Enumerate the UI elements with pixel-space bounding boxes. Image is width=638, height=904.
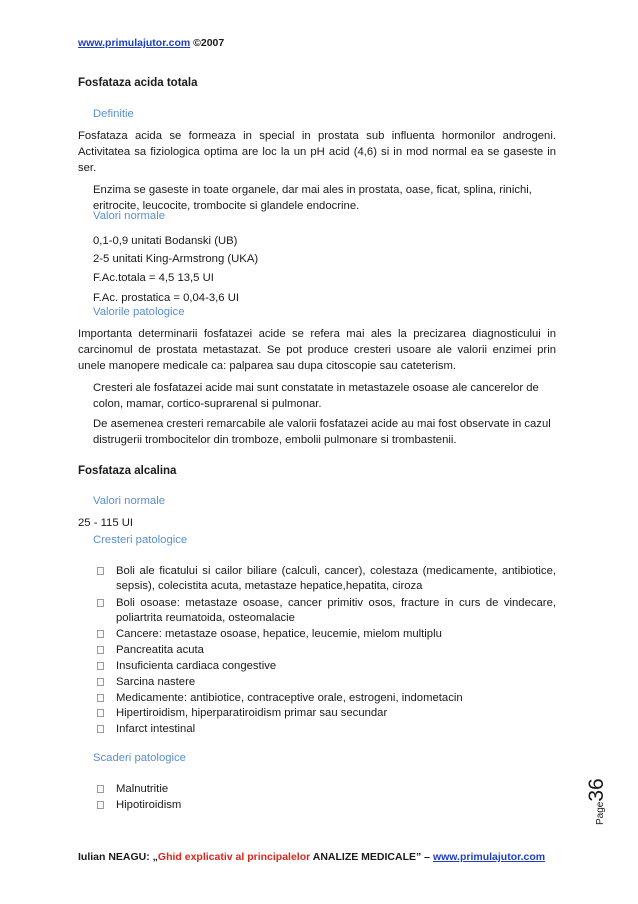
enzyme-paragraph: Enzima se gaseste in toate organele, dar mai ales in prostata, oase, ficat, splina, rinichi, eritrocite, leucocite, trombocite si glandele endocrine. — [93, 184, 532, 212]
bullet-box-icon — [97, 801, 104, 809]
bullet-box-icon — [97, 646, 104, 654]
page-footer — [78, 851, 545, 863]
section-title-alkaline-phosphatase: Fosfataza alcalina — [78, 465, 177, 477]
bullet-box-icon — [97, 678, 104, 686]
bullet-box-icon — [97, 662, 104, 670]
footer-guide: Ghid explicativ al principalelor — [157, 851, 313, 863]
list-item: Boli ale ficatului si cailor biliare (calculi, cancer), colestaza (medicamente, antibiotice, sepsis), colecistita acuta, metastaze hepatice,hepatita, ciroza — [93, 564, 555, 594]
footer-separator: ” – — [416, 851, 433, 863]
definition-heading: Definitie — [93, 108, 134, 120]
header-copyright: ©2007 — [193, 37, 225, 49]
normal-value-line: F.Ac. prostatica = 0,04-3,6 UI — [93, 292, 239, 304]
bullet-box-icon — [97, 785, 104, 793]
normal-value-line: F.Ac.totala = 4,5 13,5 UI — [93, 272, 214, 284]
section-title-acid-phosphatase: Fosfataza acida totala — [78, 77, 198, 89]
definition-paragraph: Fosfataza acida se formeaza in special in prostata sub influenta hormonilor androgeni. Activitatea sa fiziologica optima are loc la un pH acid (4,6) si in mod normal ea se gaseste in ser. — [78, 130, 556, 174]
alkaline-normal-value: 25 - 115 UI — [78, 517, 134, 529]
page-label: Page — [595, 801, 606, 825]
pathologic-paragraph: Importanta determinarii fosfatazei acide se refera mai ales la precizarea diagnosticului in carcinomul de prostata metastazat. Se pot produce cresteri usoare ale valorii enzimei prin unele manopere medicale ca: palparea sau dupa citoscopie sau cateterism. — [78, 328, 556, 372]
list-item: Boli osoase: metastaze osoase, cancer primitiv osos, fracture in curs de vindecare, poliartrita reumatoida, osteomalacie — [93, 596, 555, 626]
footer-site-link[interactable]: www.primulajutor.com — [432, 851, 546, 863]
footer-author: Iulian NEAGU: „ — [78, 851, 158, 863]
decrease-heading: Scaderi patologice — [93, 752, 186, 764]
bullet-box-icon — [97, 567, 104, 575]
normal-value-line: 2-5 unitati King-Armstrong (UKA) — [93, 253, 259, 265]
page-number — [585, 775, 625, 835]
bullet-box-icon — [97, 630, 104, 638]
increase-heading: Cresteri patologice — [93, 534, 188, 546]
bullet-box-icon — [97, 694, 104, 702]
bullet-box-icon — [97, 709, 104, 717]
page-header — [78, 37, 224, 49]
bullet-box-icon — [97, 599, 104, 607]
bullet-box-icon — [97, 725, 104, 733]
page-number-value: 36 — [585, 778, 608, 802]
increase-paragraph: Cresteri ale fosfatazei acide mai sunt constatate in metastazele osoase ale cancerelor de colon, mamar, cortico-suprarenal si pulmonar. — [93, 382, 539, 410]
header-site-link[interactable]: www.primulajutor.com — [78, 37, 191, 49]
remarkable-paragraph: De asemenea cresteri remarcabile ale valorii fosfatazei acide au mai fost observate in cazul distrugerii trombocitelor din tromboze, embolii pulmonare si trombastenii. — [93, 418, 551, 446]
footer-title: ANALIZE MEDICALE — [312, 851, 416, 863]
normal-value-line: 0,1-0,9 unitati Bodanski (UB) — [93, 235, 238, 247]
normal-values-heading: Valori normale — [93, 210, 165, 222]
alkaline-normal-heading: Valori normale — [93, 495, 165, 507]
pathologic-values-heading: Valorile patologice — [93, 306, 185, 318]
